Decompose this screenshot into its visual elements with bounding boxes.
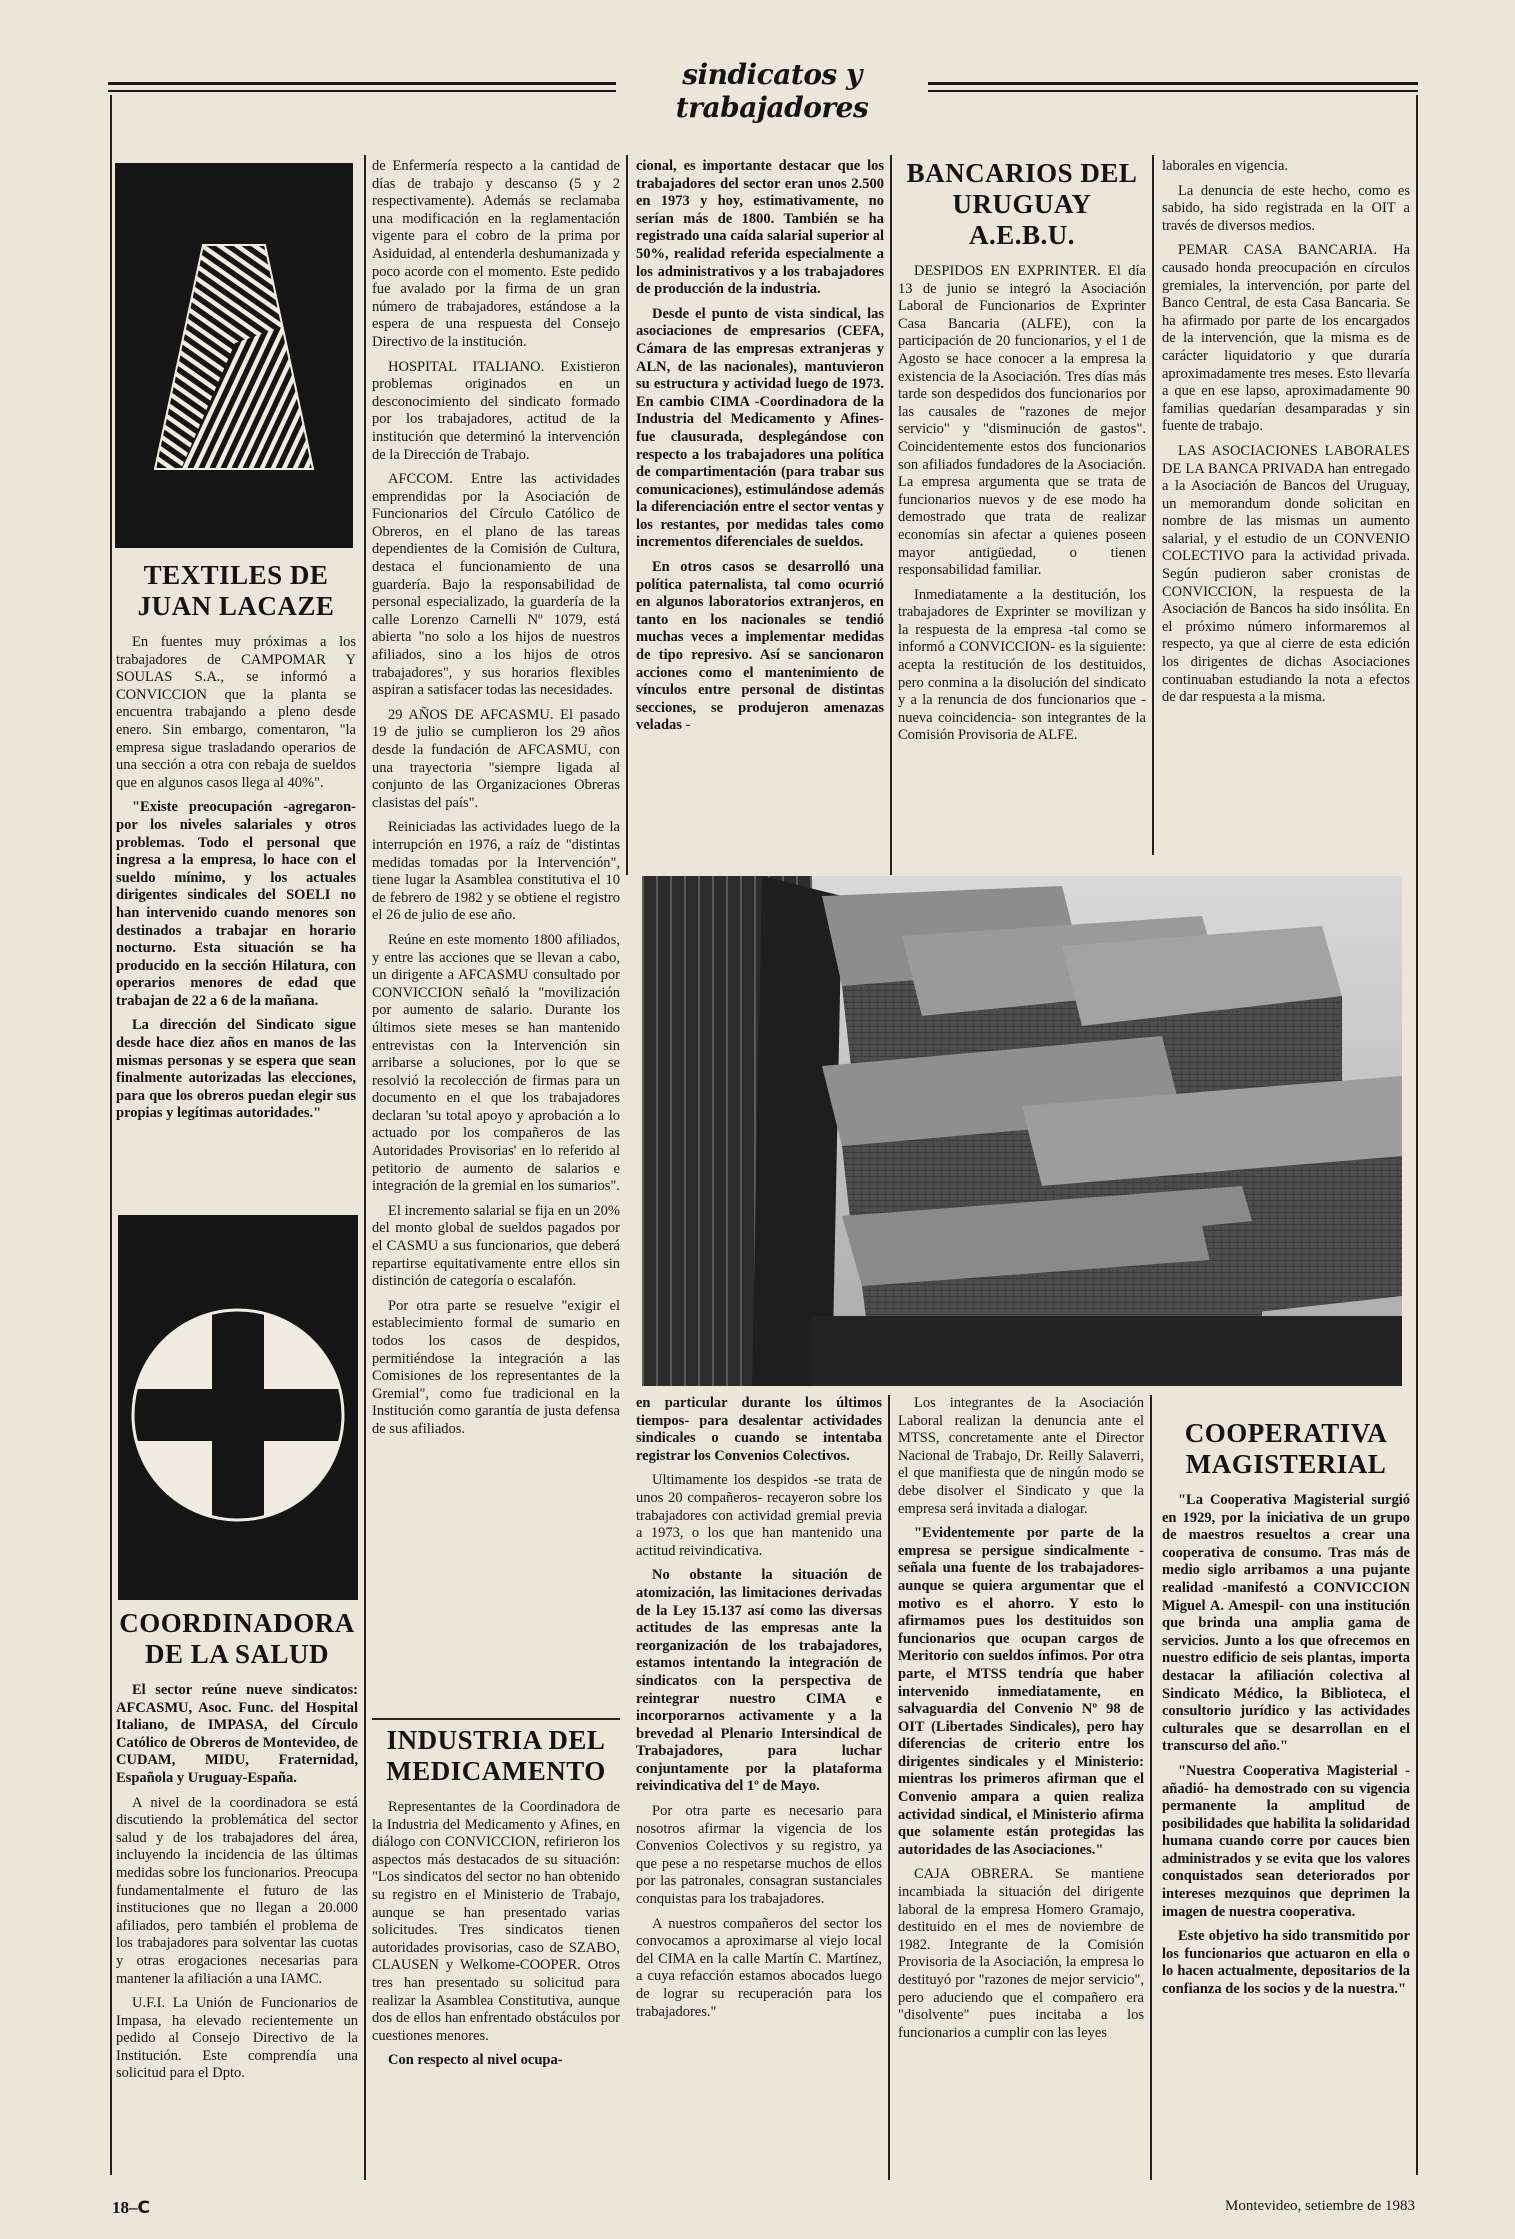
- paragraph: Ultimamente los despidos -se trata de unos 20 compañeros- recayeron sobre los trabajadores con actividad gremial previa a 1973, o los que han mantenido una actitud reivindicativa.: [636, 1472, 882, 1559]
- bancarios-continuation-column: [1162, 158, 1410, 788]
- column-rule: [364, 155, 366, 2180]
- striped-trapezoid-icon: [115, 163, 353, 548]
- page-number-text: 18–: [112, 2198, 138, 2217]
- modern-building-photo: [642, 876, 1402, 1386]
- paragraph: Por otra parte se resuelve "exigir el establecimiento formal de sumario en todos los casos de despidos, permitiéndose la integración a las Comisiones de los representantes de la Gremial", como fue tradicional en la Institución como garantía de justa defensa de sus afiliados.: [372, 1297, 620, 1437]
- paragraph: Representantes de la Coordinadora de la Industria del Medicamento y Afines, en diálogo con CONVICCION, refirieron los aspectos más destacados de su situación: "Los sindicatos del sector no han obtenido su registro en el Ministerio de Trabajo, aunque se han presentado varias solicitudes. Tres sindicatos tienen autoridades provisorias, caso de SZABO, CLAUSEN y Welkome-COOPER. Otros tres han presentado su solicitud para realizar la Asamblea Constitutiva, aunque dos de ellos han enfrentado obstáculos por cuestiones menores.: [372, 1799, 620, 2044]
- column-rule: [1150, 1395, 1152, 2180]
- paragraph: CAJA OBRERA. Se mantiene incambiada la situación del dirigente laboral de la empresa Homero Gramajo, destituido en el mes de noviembre de 1982. Integrante de la Comisión Provisoria de la Asociación, la empresa lo destituyó por "razones de mejor servicio", pero aduciendo que el compañero era "disolvente" pues incitaba a los funcionarios a cumplir con las leyes: [898, 1866, 1144, 2041]
- paragraph: en particular durante los últimos tiempos- para desalentar actividades sindicales o cuando se intentaba registrar los Convenios Colectivos.: [636, 1395, 882, 1464]
- publication-logo: C: [137, 2198, 150, 2218]
- bancarios-headline: [898, 158, 1146, 251]
- page-number: [112, 2198, 150, 2218]
- salud-continuation-column: [372, 158, 620, 1718]
- article-divider: [372, 1718, 620, 1720]
- building-illustration: [642, 876, 1402, 1386]
- paragraph: "Existe preocupación -agregaron- por los niveles salariales y otros problemas. Todo el personal que ingresa a la empresa, lo hace con el sueldo mínimo, y los actuales dirigentes sindicales del SOELI no han intervenido cuando menores son destinados a trabajar en horario nocturno. Esta situación se ha producido en la sección Hilatura, con operarios menores de edad que trabajan de 22 a 6 de la mañana.: [116, 799, 356, 1009]
- paragraph: laborales en vigencia.: [1162, 158, 1289, 174]
- dateline: Montevideo, setiembre de 1983: [1225, 2198, 1415, 2214]
- paragraph: U.F.I. La Unión de Funcionarios de Impasa, ha elevado recientemente un pedido al Consejo Directivo de la Institución. Este comprendía una solicitud para el Dpto.: [116, 1995, 358, 2082]
- paragraph: Con respecto al nivel ocupa-: [388, 2052, 563, 2069]
- headline-line: JUAN LACAZE: [137, 591, 335, 621]
- paragraph: Inmediatamente a la destitución, los trabajadores de Exprinter se movilizan y la respuesta de la empresa -tal como se informó a CONVICCION- es la siguiente: acepta la restitución de los destituidos, pero conmina a la disolución del sindicato y a la renuncia de dos funcionarios que -nueva coincidencia- son integrantes de la Comisión Provisoria de ALFE.: [898, 586, 1146, 744]
- paragraph: HOSPITAL ITALIANO. Existieron problemas originados en un desconocimiento del sindicato formado por los trabajadores, actitud de la institución que determinó la intervención de la Dirección de Trabajo.: [372, 358, 620, 463]
- headline-line: DE LA SALUD: [144, 1639, 330, 1669]
- paragraph: A nuestros compañeros del sector los convocamos a aproximarse al viejo local del CIMA en la calle Martín C. Martínez, a cuya refacción estamos abocados luego de lograr su recuperación para los trabajadores.": [636, 1915, 882, 2020]
- textiles-graphic: [115, 163, 353, 548]
- medicamento-article: [372, 1725, 620, 2195]
- salud-graphic: [118, 1215, 358, 1600]
- paragraph: "La Cooperativa Magisterial surgió en 1929, por la iniciativa de un grupo de maestros resueltos a crear una cooperativa de consumo. Tras más de medio siglo arribamos a una pujante realidad -manifestó a CONVICCION Miguel A. Amespil- con una institución que brinda una amplia gama de servicios. Junto a los que ofrecemos en nuestro edificio de seis plantas, importa destacar la afiliación colectiva al Sindicato Médico, la Biblioteca, el consultorio jurídico y las actividades culturales que se desarrollan en el transcurso del año.": [1162, 1492, 1410, 1755]
- paragraph: La denuncia de este hecho, como es sabido, ha sido registrada en la OIT a través de diversos medios.: [1162, 182, 1410, 234]
- paragraph: Este objetivo ha sido transmitido por los funcionarios que actuaron en ella o lo hacen actualmente, depositarios de la confianza de los socios y de la nuestra.": [1162, 1928, 1410, 1998]
- bancarios-continuation-bottom: [898, 1395, 1144, 2195]
- medicamento-headline: [372, 1725, 620, 1787]
- paragraph: El incremento salarial se fija en un 20% del monto global de sueldos pagados por el CASMU a sus funcionarios, que deberá repartirse equitativamente entre ellos sin distinción de categoría o escalafón.: [372, 1202, 620, 1290]
- paragraph: PEMAR CASA BANCARIA. Ha causado honda preocupación en círculos gremiales, la intervención, por parte del Banco Central, de esta Casa Bancaria. Se ha afirmado por parte de los encargados de la intervención, que la misma es de carácter liquidatorio y que duraría aproximadamente tres meses. Esto llevaría a que en ese lapso, aproximadamente 90 familias quedarían desamparadas y sin fuente de trabajo.: [1162, 242, 1410, 435]
- page-frame-right: [1416, 95, 1418, 2175]
- paragraph: A nivel de la coordinadora se está discutiendo la problemática del sector salud y de los trabajadores del área, incluyendo la incidencia de las últimas medidas sobre los funcionarios. Preocupa fundamentalmente el futuro de las instituciones que no llegan a 20.000 afiliados, pero también el problema de los trabajadores para solventar las cuotas y otras erogaciones necesarias para mantener la afiliación a una IAMC.: [116, 1794, 358, 1987]
- paragraph: No obstante la situación de atomización, las limitaciones derivadas de la Ley 15.137 así como las diversas actitudes de las empresas ante la reorganización de los trabajadores, estamos intentando la integración de sindicatos con la perspectiva de reintegrar nuestro CIMA e incorporarnos activamente y a la brevedad al Plenario Intersindical de Trabajadores, para luchar conjuntamente por la plataforma reivindicativa del 1º de Mayo.: [636, 1567, 882, 1795]
- coordinadora-headline: [116, 1608, 358, 1670]
- headline-line: A.E.B.U.: [968, 220, 1075, 250]
- headline-line: COOPERATIVA: [1184, 1418, 1388, 1448]
- paragraph: 29 AÑOS DE AFCASMU. El pasado 19 de julio se cumplieron los 29 años desde la fundación de AFCASMU, con una trayectoria "siempre ligada al conjunto de las Organizaciones Obreras clasistas del país".: [372, 706, 620, 811]
- paragraph: "Evidentemente por parte de la empresa se persigue sindicalmente -señala una fuente de los trabajadores- aunque se quiera argumentar que el motivo es el ahorro. Y esto lo afirmamos pues los destituidos son funcionarios que ocupan cargos de Meritorio con sueldos ínfimos. Por otra parte, el MTSS tendría que haber intervenido inmediatamente, en salvaguardia del Convenio Nº 98 de OIT (Libertades Sindicales), pero hay diferencias de criterio entre los dirigentes sindicales y el Ministerio: mientras los primeros afirman que el Convenio ampara a quien realiza actividad sindical, el Ministerio afirma que solamente están protegidas las autoridades de las Asociaciones.": [898, 1525, 1144, 1858]
- headline-line: MEDICAMENTO: [386, 1756, 606, 1786]
- column-rule: [1152, 155, 1154, 855]
- column-rule: [626, 155, 628, 875]
- headline-line: BANCARIOS DEL: [906, 158, 1138, 188]
- textiles-headline: [116, 560, 356, 622]
- medicamento-continuation-bottom: [636, 1395, 882, 2195]
- coordinadora-article: [116, 1608, 358, 2193]
- paragraph: En otros casos se desarrolló una política paternalista, tal como ocurrió en algunos laboratorios extranjeros, en tanto en los nacionales se tendió muchas veces a implementar medidas de tipo represivo. Así se sancionaron acciones como el mantenimiento de vínculos entre personal de distintas secciones, se produjeron amenazas veladas -: [636, 559, 884, 734]
- cooperativa-article: [1162, 1418, 1410, 2193]
- headline-line: TEXTILES DE: [143, 560, 329, 590]
- paragraph: Reúne en este momento 1800 afiliados, y entre las acciones que se llevan a cabo, un dirigente a AFCASMU consultado por CONVICCION señaló la "movilización por aumento de salario. Durante los últimos siete meses se han mantenido entrevistas con la Intervención sin arribarse a soluciones, por lo que se resolvió la recolección de firmas para un documento en el que los trabajadores declaran 'su total apoyo y aprobación a lo actuado por los compañeros de las Autoridades Provisorias' en lo referido al petitorio de aumento de salarios e integración de la gremial en los sumarios".: [372, 931, 620, 1195]
- headline-line: INDUSTRIA DEL: [386, 1725, 606, 1755]
- paragraph: LAS ASOCIACIONES LABORALES DE LA BANCA PRIVADA han entregado a la Asociación de Bancos del Uruguay, un memorandum donde solicitan en nombre de las mismas un aumento salarial, y el estudio de un CONVENIO COLECTIVO para la actividad privada. Según pudieron saber cronistas de CONVICCION, la respuesta de la Asociación de Bancos ha sido insólita. En el próximo número informaremos al respecto, ya que al cierre de esta edición los dirigentes de dichas Asociaciones continuaban estudiando la nota a efectos de dar respuesta a la misma.: [1162, 442, 1410, 706]
- textiles-article: [116, 560, 356, 1220]
- paragraph: El sector reúne nueve sindicatos: AFCASMU, Asoc. Func. del Hospital Italiano, de IMPASA, del Círculo Católico de Obreros de Montevideo, de CUDAM, MIDU, Fraternidad, Española y Uruguay-España.: [116, 1682, 358, 1786]
- headline-line: MAGISTERIAL: [1185, 1449, 1387, 1479]
- paragraph: de Enfermería respecto a la cantidad de días de trabajo y descanso (5 y 2 respectivamente). Además se reclamaba una modificación en la reglamentación vigente para el cobro de la prima por Asiduidad, al entenderla deshumanizada y poco acorde con el momento. Este pedido fue avalado por la firma de un gran número de trabajadores, estándose a la espera de una respuesta del Consejo Directivo de la institución.: [372, 158, 620, 350]
- paragraph: DESPIDOS EN EXPRINTER. El día 13 de junio se integró la Asociación Laboral de Funcionarios de Exprinter Casa Bancaria (ALFE), con la participación de 20 funcionarios, y el 1 de Agosto se hace conocer a la empresa la existencia de la Asociación. Tres días más tarde son despedidos dos funcionarios por las causales de "razones de mejor servicio" y "disminución de gastos". Coincidentemente estos dos funcionarios son afiliados fundadores de la Asociación. La empresa argumenta que se trata de funcionarios nuevos y de ese modo ha demostrado que trata de realizar economías sin afectar a quienes poseen mayor antigüedad, o tienen responsabilidad familiar.: [898, 263, 1146, 579]
- section-title: sindicatos y trabajadores: [616, 58, 928, 124]
- headline-line: URUGUAY: [952, 189, 1092, 219]
- column-rule: [890, 155, 892, 875]
- medical-cross-icon: [118, 1215, 358, 1600]
- bancarios-article: [898, 158, 1146, 823]
- headline-line: COORDINADORA: [119, 1608, 355, 1638]
- paragraph: Por otra parte es necesario para nosotros afirmar la vigencia de los Convenios Colectivos y su registro, ya que pese a no respetarse muchos de ellos por las patronales, consagran sustanciales conquistas para los trabajadores.: [636, 1803, 882, 1908]
- column-rule: [888, 1395, 890, 2180]
- medicamento-continuation-column: [636, 158, 884, 870]
- page-frame-left: [110, 95, 112, 2175]
- paragraph: En fuentes muy próximas a los trabajadores de CAMPOMAR Y SOULAS S.A., se informó a CONVICCION que la planta se encuentra trabajando a pleno desde enero. Sin embargo, comentaron, "la empresa sigue trasladando operarios de una sección a otra con rebaja de sueldos que en algunos casos llega al 40%".: [116, 634, 356, 791]
- paragraph: Desde el punto de vista sindical, las asociaciones de empresarios (CEFA, Cámara de las empresas extranjeras y ALN, de las nacionales), mantuvieron su estructura y actividad luego de 1973. En cambio CIMA -Coordinadora de la Industria del Medicamento y Afines- fue clausurada, desplegándose con respecto a los trabajadores una política de compartimentación (para trabar sus comunicaciones), estimulándose además la diferenciación entre el sector ventas y los restantes, por medidas tales como incrementos diferenciales de sueldos.: [636, 305, 884, 551]
- paragraph: Reiniciadas las actividades luego de la interrupción en 1976, a raíz de "distintas medidas tomadas por la Intervención", tiene lugar la Asamblea constitutiva el 10 de febrero de 1982 y se obtiene el registro el 26 de julio de ese año.: [372, 819, 620, 924]
- paragraph: cional, es importante destacar que los trabajadores del sector eran unos 2.500 en 1973 y hoy, estimativamente, no serían más de 1800. También se ha registrado una caída salarial superior al 50%, realidad referida especialmente a los administrativos y a los trabajadores de producción de la industria.: [636, 158, 884, 298]
- paragraph: La dirección del Sindicato sigue desde hace diez años en manos de las mismas personas y se espera que sean finalmente autorizadas las elecciones, para que los obreros puedan elegir sus propias y legítimas autoridades.": [116, 1017, 356, 1122]
- paragraph: AFCCOM. Entre las actividades emprendidas por la Asociación de Funcionarios del Círculo Católico de Obreros, en el plano de las tareas dependientes de la Comisión de Cultura, destaca el funcionamiento de una guardería. Bajo la responsabilidad de personal especializado, la guardería de la calle Lorenzo Carnelli Nº 1079, está abierta "no solo a los hijos de nuestros afiliados, sino a los hijos de otros trabajadores", y sus horarios flexibles aspiran a satisfacer todas las necesidades.: [372, 471, 620, 699]
- cooperativa-headline: [1162, 1418, 1410, 1480]
- paragraph: "Nuestra Cooperativa Magisterial -añadió- ha demostrado con su vigencia permanente la amplitud de posibilidades que habilita la solidaridad humana cuando corre por cauces bien administrados y se evita que los valores conquistados sean deteriorados por intereses mezquinos que deprimen la imagen de nuestra cooperativa.: [1162, 1762, 1410, 1920]
- paragraph: Los integrantes de la Asociación Laboral realizan la denuncia ante el MTSS, concretamente ante el Director Nacional de Trabajo, Dr. Reilly Salaverri, el que manifiesta que de ningún modo se debe disolver el Sindicato y que la empresa será invitada a dialogar.: [898, 1395, 1144, 1517]
